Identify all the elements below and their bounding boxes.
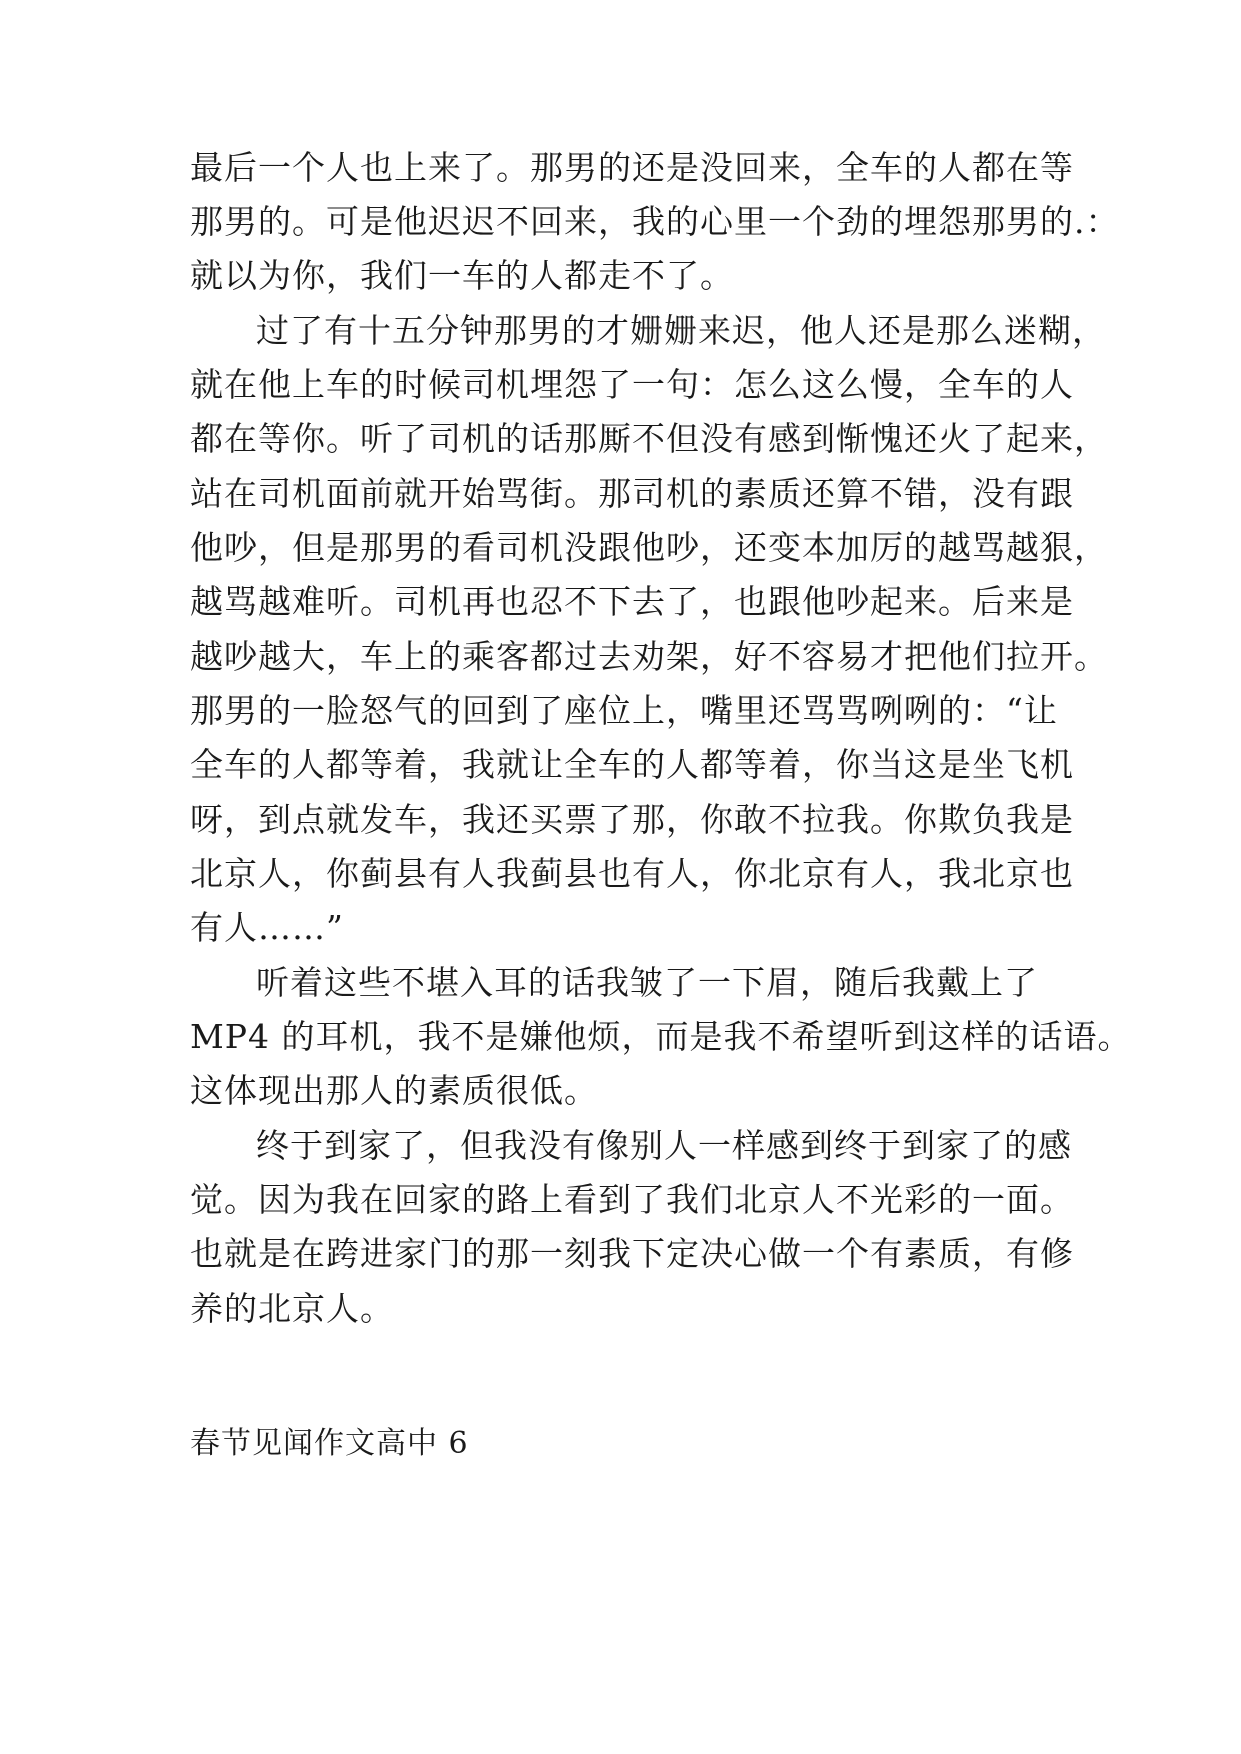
text-line: 也就是在跨进家门的那一刻我下定决心做一个有素质，有修 <box>190 1234 1074 1273</box>
text-line: 就在他上车的时候司机埋怨了一句：怎么这么慢，全车的人 <box>190 365 1074 404</box>
text-line: 听着这些不堪入耳的话我皱了一下眉，随后我戴上了 <box>256 963 1038 1002</box>
text-line: 就以为你，我们一车的人都走不了。 <box>190 256 734 295</box>
text-line: 呀，到点就发车，我还买票了那，你敢不拉我。你欺负我是 <box>190 800 1074 839</box>
text-line: 终于到家了，但我没有像别人一样感到终于到家了的感 <box>256 1126 1072 1165</box>
text-line: 全车的人都等着，我就让全车的人都等着，你当这是坐飞机 <box>190 745 1074 784</box>
text-line: 觉。因为我在回家的路上看到了我们北京人不光彩的一面。 <box>190 1180 1074 1219</box>
text-line: 站在司机面前就开始骂街。那司机的素质还算不错，没有跟 <box>190 474 1074 513</box>
text-line: 越吵越大，车上的乘客都过去劝架，好不容易才把他们拉开。 <box>190 637 1108 676</box>
text-line: 这体现出那人的素质很低。 <box>190 1071 598 1110</box>
text-line: 最后一个人也上来了。那男的还是没回来，全车的人都在等 <box>190 148 1074 187</box>
text-line: 有人……” <box>190 908 344 947</box>
text-line: 都在等你。听了司机的话那厮不但没有感到惭愧还火了起来， <box>190 419 1108 458</box>
text-line: 北京人，你蓟县有人我蓟县也有人，你北京有人，我北京也 <box>190 854 1074 893</box>
text-line: MP4 的耳机，我不是嫌他烦，而是我不希望听到这样的话语。 <box>190 1017 1132 1056</box>
text-line: 越骂越难听。司机再也忍不下去了，也跟他吵起来。后来是 <box>190 582 1074 621</box>
section-heading: 春节见闻作文高中 6 <box>190 1426 469 1461</box>
text-line: 他吵，但是那男的看司机没跟他吵，还变本加厉的越骂越狠， <box>190 528 1108 567</box>
text-line: 养的北京人。 <box>190 1289 394 1328</box>
text-line: 过了有十五分钟那男的才姗姗来迟，他人还是那么迷糊， <box>256 311 1106 350</box>
text-line: 那男的。可是他迟迟不回来，我的心里一个劲的埋怨那男的.： <box>190 202 1120 241</box>
text-line: 那男的一脸怒气的回到了座位上，嘴里还骂骂咧咧的：“让 <box>190 691 1058 730</box>
